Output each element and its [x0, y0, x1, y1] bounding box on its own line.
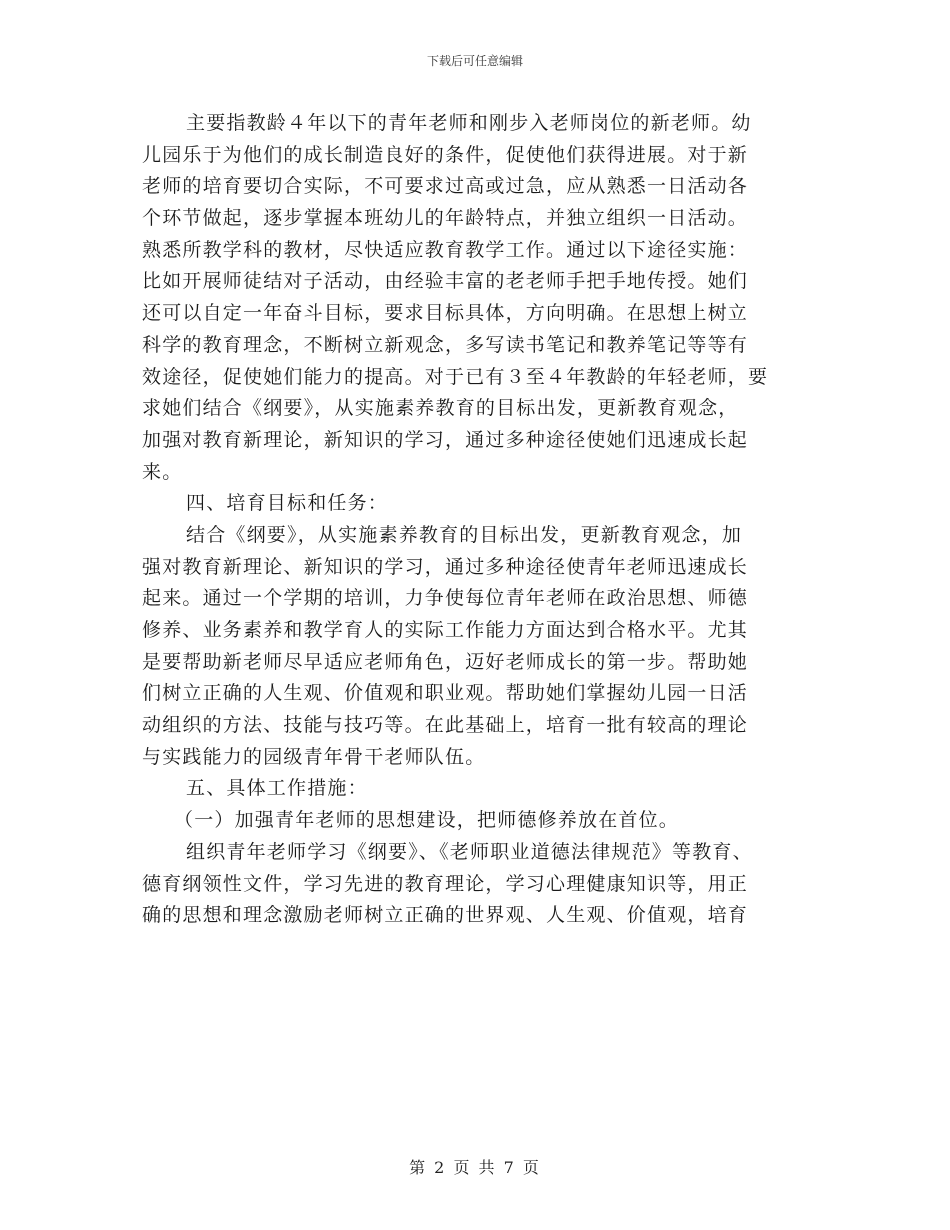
section-heading: 五、具体工作措施：	[186, 777, 368, 800]
paragraph-line: 德育纲领性文件，学习先进的教育理论，学习心理健康知识等，用正	[142, 872, 749, 895]
paragraph-line: 儿园乐于为他们的成长制造良好的条件，促使他们获得进展。对于新	[142, 143, 749, 166]
paragraph-line: 熟悉所教学科的教材，尽快适应教育教学工作。通过以下途径实施：	[142, 238, 749, 261]
paragraph-line: 个环节做起，逐步掌握本班幼儿的年龄特点，并独立组织一日活动。	[142, 207, 749, 230]
paragraph-line: 动组织的方法、技能与技巧等。在此基础上，培育一批有较高的理论	[142, 714, 749, 737]
paragraph-line: 老师的培育要切合实际，不可要求过高或过急，应从熟悉一日活动各	[142, 175, 749, 198]
paragraph-line: 修养、业务素养和教学育人的实际工作能力方面达到合格水平。尤其	[142, 619, 749, 641]
paragraph-line: 与实践能力的园级青年骨干老师队伍。	[142, 745, 486, 768]
paragraph-line: 效途径，促使她们能力的提高。对于已有３至４年教龄的年轻老师，要	[142, 365, 769, 388]
paragraph-line: 确的思想和理念激励老师树立正确的世界观、人生观、价值观，培育	[142, 904, 749, 927]
paragraph-line: 还可以自定一年奋斗目标，要求目标具体，方向明确。在思想上树立	[142, 302, 749, 325]
paragraph-line: 结合《纲要》，从实施素养教育的目标出发，更新教育观念，加	[186, 523, 743, 546]
paragraph-line: 起来。通过一个学期的培训，力争使每位青年老师在政治思想、师德	[142, 587, 749, 610]
section-heading: 四、培育目标和任务：	[186, 492, 389, 515]
paragraph-line: 组织青年老师学习《纲要》、《老师职业道德法律规范》等教育、	[186, 840, 753, 863]
paragraph-line: 主要指教龄４年以下的青年老师和刚步入老师岗位的新老师。幼	[186, 112, 752, 134]
paragraph-line: 科学的教育理念，不断树立新观念，多写读书笔记和教养笔记等等有	[142, 333, 749, 356]
paragraph-line: 加强对教育新理论，新知识的学习，通过多种途径使她们迅速成长起	[142, 428, 749, 451]
paragraph-line: 们树立正确的人生观、价值观和职业观。帮助她们掌握幼儿园一日活	[142, 682, 749, 705]
document-body	[142, 108, 814, 932]
page-header: 下载后可任意编辑	[426, 54, 523, 68]
paragraph-line: 比如开展师徒结对子活动，由经验丰富的老老师手把手地传授。她们	[142, 270, 749, 293]
paragraph-line: 求她们结合《纲要》，从实施素养教育的目标出发，更新教育观念，	[142, 397, 739, 420]
paragraph-line: 来。	[142, 460, 183, 483]
subsection-heading: （一）加强青年老师的思想建设，把师德修养放在首位。	[174, 809, 680, 832]
paragraph-line: 强对教育新理论、新知识的学习，通过多种途径使青年老师迅速成长	[142, 555, 749, 578]
paragraph-line: 是要帮助新老师尽早适应老师角色，迈好老师成长的第一步。帮助她	[142, 650, 749, 673]
page-footer: 第 2 页 共 7 页	[409, 1158, 541, 1177]
